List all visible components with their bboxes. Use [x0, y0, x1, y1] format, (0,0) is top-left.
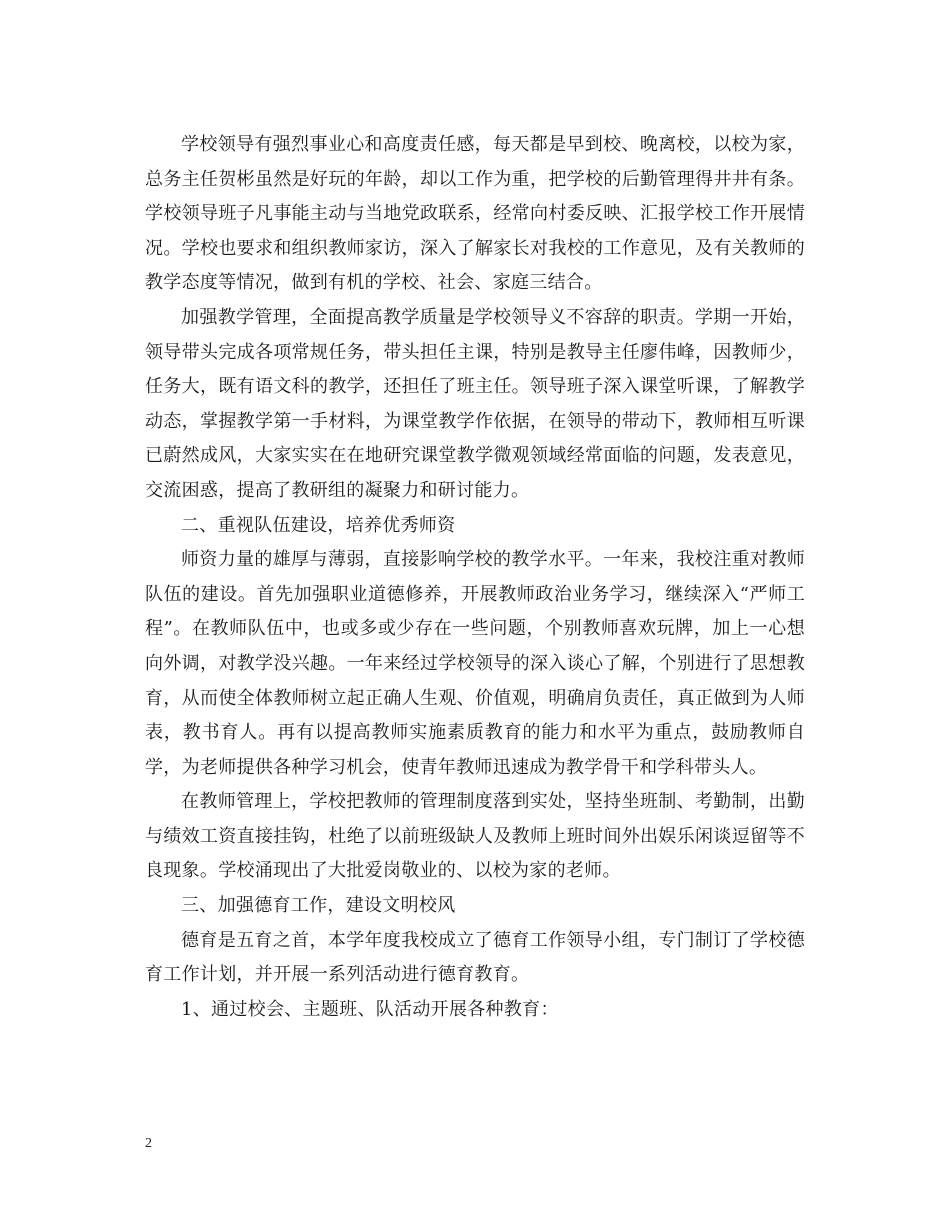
paragraph-teaching-management: 加强教学管理，全面提高教学质量是学校领导义不容辞的职责。学期一开始，领导带头完成各项常规任务，带头担任主课，特别是教导主任廖伟峰，因教师少，任务大，既有语文科的教学，还担任了班主任。领导班子深入课堂听课，了解教学动态，掌握教学第一手材料，为课堂教学作依据，在领导的带动下，教师相互听课已蔚然成风，大家实实在在地研究课堂教学微观领域经常面临的问题，发表意见，交流困惑，提高了教研组的凝聚力和研讨能力。 [145, 306, 805, 501]
document-body [145, 128, 805, 1027]
page-number: 2 [145, 1136, 152, 1151]
paragraph-leadership: 学校领导有强烈事业心和高度责任感，每天都是早到校、晚离校，以校为家，总务主任贺彬虽然是好玩的年龄，却以工作为重，把学校的后勤管理得井井有条。学校领导班子凡事能主动与当地党政联系，经常向村委反映、汇报学校工作开展情况。学校也要求和组织教师家访，深入了解家长对我校的工作意见，及有关教师的教学态度等情况，做到有机的学校、社会、家庭三结合。 [145, 134, 805, 294]
paragraph-moral-education: 德育是五育之首，本学年度我校成立了德育工作领导小组，专门制订了学校德育工作计划，并开展一系列活动进行德育教育。 [145, 929, 805, 986]
list-item-school-assemblies: 1、通过校会、主题班、队活动开展各种教育： [181, 998, 559, 1020]
paragraph-teacher-team: 师资力量的雄厚与薄弱，直接影响学校的教学水平。一年来，我校注重对教师队伍的建设。首先加强职业道德修养，开展教师政治业务学习，继续深入“严师工程”。在教师队伍中，也或多或少存在一些问题，个别教师喜欢玩牌，加上一心想向外调，对教学没兴趣。一年来经过学校领导的深入谈心了解，个别进行了思想教育，从而使全体教师树立起正确人生观、价值观，明确肩负责任，真正做到为人师表，教书育人。再有以提高教师实施素质教育的能力和水平为重点，鼓励教师自学，为老师提供各种学习机会，使青年教师迅速成为教学骨干和学科带头人。 [145, 549, 805, 778]
section-heading-moral-education: 三、加强德育工作，建设文明校风 [181, 895, 456, 917]
paragraph-teacher-management: 在教师管理上，学校把教师的管理制度落到实处，坚持坐班制、考勤制，出勤与绩效工资直接挂钩，杜绝了以前班级缺人及教师上班时间外出娱乐闲谈逗留等不良现象。学校涌现出了大批爱岗敬业的、以校为家的老师。 [145, 791, 805, 882]
section-heading-team-building: 二、重视队伍建设，培养优秀师资 [181, 514, 456, 536]
